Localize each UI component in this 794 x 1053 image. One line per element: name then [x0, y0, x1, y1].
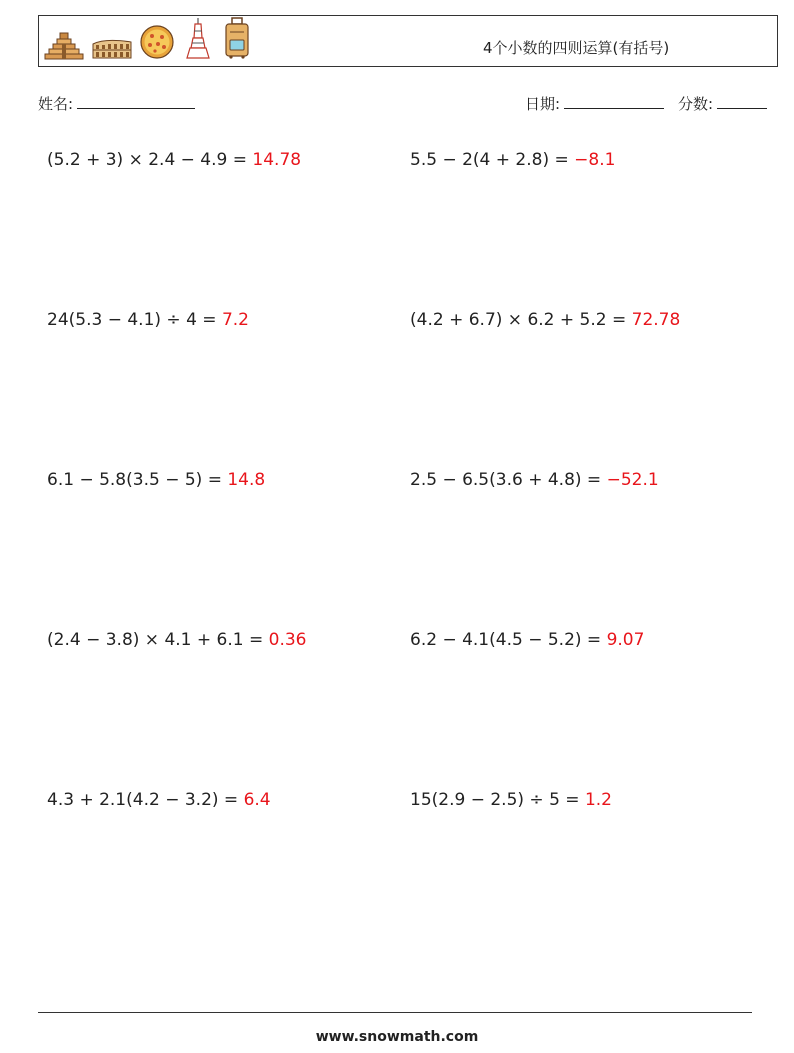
footer-url[interactable]: www.snowmath.com — [315, 1029, 479, 1045]
problem-expression: (2.4 − 3.8) × 4.1 + 6.1 = — [47, 630, 264, 650]
problem-expression: 6.1 − 5.8(3.5 − 5) = — [47, 470, 222, 490]
header-box — [38, 15, 778, 67]
colosseum-icon — [91, 36, 133, 64]
problem-answer: −52.1 — [606, 470, 659, 490]
pyramid-icon — [43, 30, 85, 64]
suitcase-icon — [221, 16, 253, 64]
problem-3 — [47, 310, 249, 330]
tower-icon — [181, 16, 215, 64]
problem-answer: 72.78 — [631, 310, 681, 330]
problem-answer: 9.07 — [606, 630, 645, 650]
header-icons — [43, 20, 259, 64]
problem-expression: 4.3 + 2.1(4.2 − 3.2) = — [47, 790, 239, 810]
name-label: 姓名: — [38, 95, 74, 113]
problem-answer: 14.8 — [227, 470, 266, 490]
problem-expression: (5.2 + 3) × 2.4 − 4.9 = — [47, 150, 247, 170]
problem-answer: 1.2 — [584, 790, 612, 810]
problem-expression: (4.2 + 6.7) × 6.2 + 5.2 = — [410, 310, 627, 330]
problem-expression: 5.5 − 2(4 + 2.8) = — [410, 150, 569, 170]
problem-1 — [47, 150, 301, 170]
problem-answer: 7.2 — [221, 310, 249, 330]
footer-divider — [38, 1012, 752, 1013]
score-blank[interactable] — [717, 94, 767, 109]
problem-10 — [410, 790, 612, 810]
problem-answer: 0.36 — [268, 630, 307, 650]
problem-6 — [410, 470, 659, 490]
date-blank[interactable] — [564, 94, 664, 109]
problem-expression: 6.2 − 4.1(4.5 − 5.2) = — [410, 630, 602, 650]
date-field — [525, 93, 664, 114]
problem-2 — [410, 150, 615, 170]
problem-4 — [410, 310, 680, 330]
name-blank[interactable] — [77, 94, 195, 109]
problem-answer: 6.4 — [243, 790, 271, 810]
problem-expression: 15(2.9 − 2.5) ÷ 5 = — [410, 790, 580, 810]
problem-7 — [47, 630, 306, 650]
score-field — [678, 93, 767, 114]
worksheet-title: 4个小数的四则运算(有括号) — [483, 39, 670, 57]
problem-answer: 14.78 — [252, 150, 302, 170]
score-label: 分数: — [678, 95, 714, 113]
problem-5 — [47, 470, 265, 490]
problem-expression: 24(5.3 − 4.1) ÷ 4 = — [47, 310, 217, 330]
problem-answer: −8.1 — [574, 150, 616, 170]
pizza-icon — [139, 24, 175, 64]
problem-8 — [410, 630, 644, 650]
problem-9 — [47, 790, 271, 810]
date-label: 日期: — [525, 95, 561, 113]
problem-expression: 2.5 − 6.5(3.6 + 4.8) = — [410, 470, 602, 490]
name-field — [38, 93, 195, 114]
